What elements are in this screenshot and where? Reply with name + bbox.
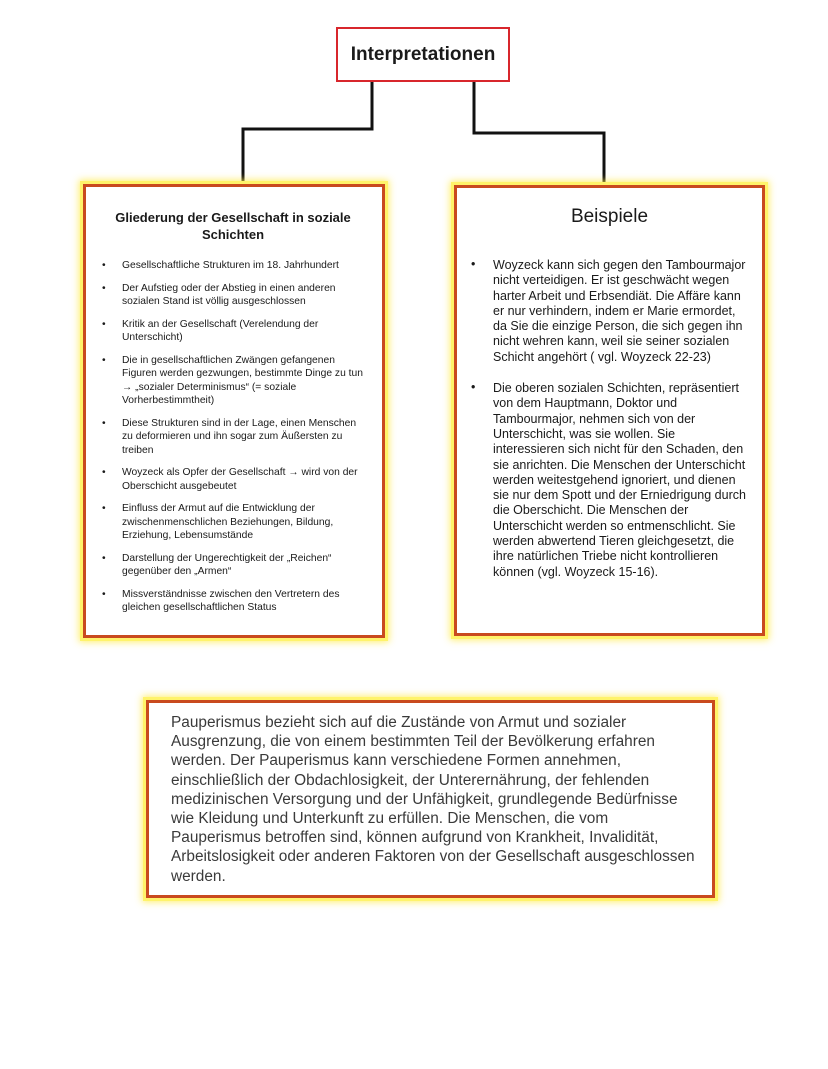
list-item: • Woyzeck kann sich gegen den Tambourmajor nicht verteidigen. Er ist geschwächt wegen harter Arbeit und Erbsendiät. Die Affäre kann er nur verhindern, indem er Marie ermordet, da Sie die einzige Person, die sich gegen ihn nicht wehren kann, weil sie seiner sozialen Schicht angehört ( vgl. Woyzeck 22-23) <box>471 258 748 365</box>
list-item: • Einfluss der Armut auf die Entwicklung der zwischenmenschlichen Beziehungen, Bildung, Erziehung, Lebensumstände <box>102 502 364 543</box>
left-panel-gliederung <box>83 184 385 638</box>
list-item: • Diese Strukturen sind in der Lage, einen Menschen zu deformieren und ihn sogar zum Äußersten zu treiben <box>102 417 364 458</box>
list-item: • Kritik an der Gesellschaft (Verelendung der Unterschicht) <box>102 318 364 345</box>
list-item: • Woyzeck als Opfer der Gesellschaft → wird von der Oberschicht ausgebeutet <box>102 466 364 493</box>
right-panel-beispiele <box>454 185 765 636</box>
right-panel-heading: Beispiele <box>570 206 649 227</box>
title-label: Interpretationen <box>350 43 496 65</box>
list-item: • Darstellung der Ungerechtigkeit der „Reichen“ gegenüber den „Armen“ <box>102 552 364 579</box>
left-panel-heading: Gliederung der Gesellschaft in soziale Schichten <box>115 210 351 242</box>
left-bullet-list <box>102 259 364 615</box>
connector-right <box>474 82 604 185</box>
list-item: • Der Aufstieg oder der Abstieg in einen anderen sozialen Stand ist völlig ausgeschlossen <box>102 282 364 309</box>
connector-left <box>243 82 372 184</box>
list-item: • Die oberen sozialen Schichten, repräsentiert von dem Hauptmann, Doktor und Tambourmajor, nehmen sich von der Unterschicht, was sie wollen. Sie interessieren sich nicht für den Schaden, den sie anrichten. Die Menschen der Unterschicht werden weitestgehend ignoriert, und dienen sie nur dem Spott und der Erniedrigung durch die Oberschicht. Die Menschen der Unterschicht werden so entmenschlicht. Sie werden abwertend Tieren gleichgesetzt, die ihre natürlichen Triebe nicht kontrollieren können (vgl. Woyzeck 15-16). <box>471 381 748 580</box>
right-bullet-list <box>471 258 748 580</box>
list-item: • Gesellschaftliche Strukturen im 18. Jahrhundert <box>102 259 364 273</box>
pauperismus-text: Pauperismus bezieht sich auf die Zustände von Armut und sozialer Ausgrenzung, die von einem bestimmten Teil der Bevölkerung erfahren werden. Der Pauperismus kann verschiedene Formen annehmen, einschließlich der Obdachlosigkeit, der Unterernährung, der fehlenden medizinischen Versorgung und der Unfähigkeit, grundlegende Bedürfnisse wie Kleidung und Unterkunft zu erfüllen. Die Menschen, die vom Pauperismus betroffen sind, können aufgrund von Krankheit, Invalidität, Arbeitslosigkeit oder anderen Faktoren von der Gesellschaft ausgeschlossen werden. <box>171 714 695 885</box>
list-item: • Die in gesellschaftlichen Zwängen gefangenen Figuren werden gezwungen, bestimmte Dinge zu tun → „sozialer Determinismus“ (= soziale Vorherbestimmtheit) <box>102 354 364 408</box>
title-box <box>336 27 510 82</box>
pauperismus-panel <box>146 700 715 898</box>
list-item: • Missverständnisse zwischen den Vertretern des gleichen gesellschaftlichen Status <box>102 588 364 615</box>
